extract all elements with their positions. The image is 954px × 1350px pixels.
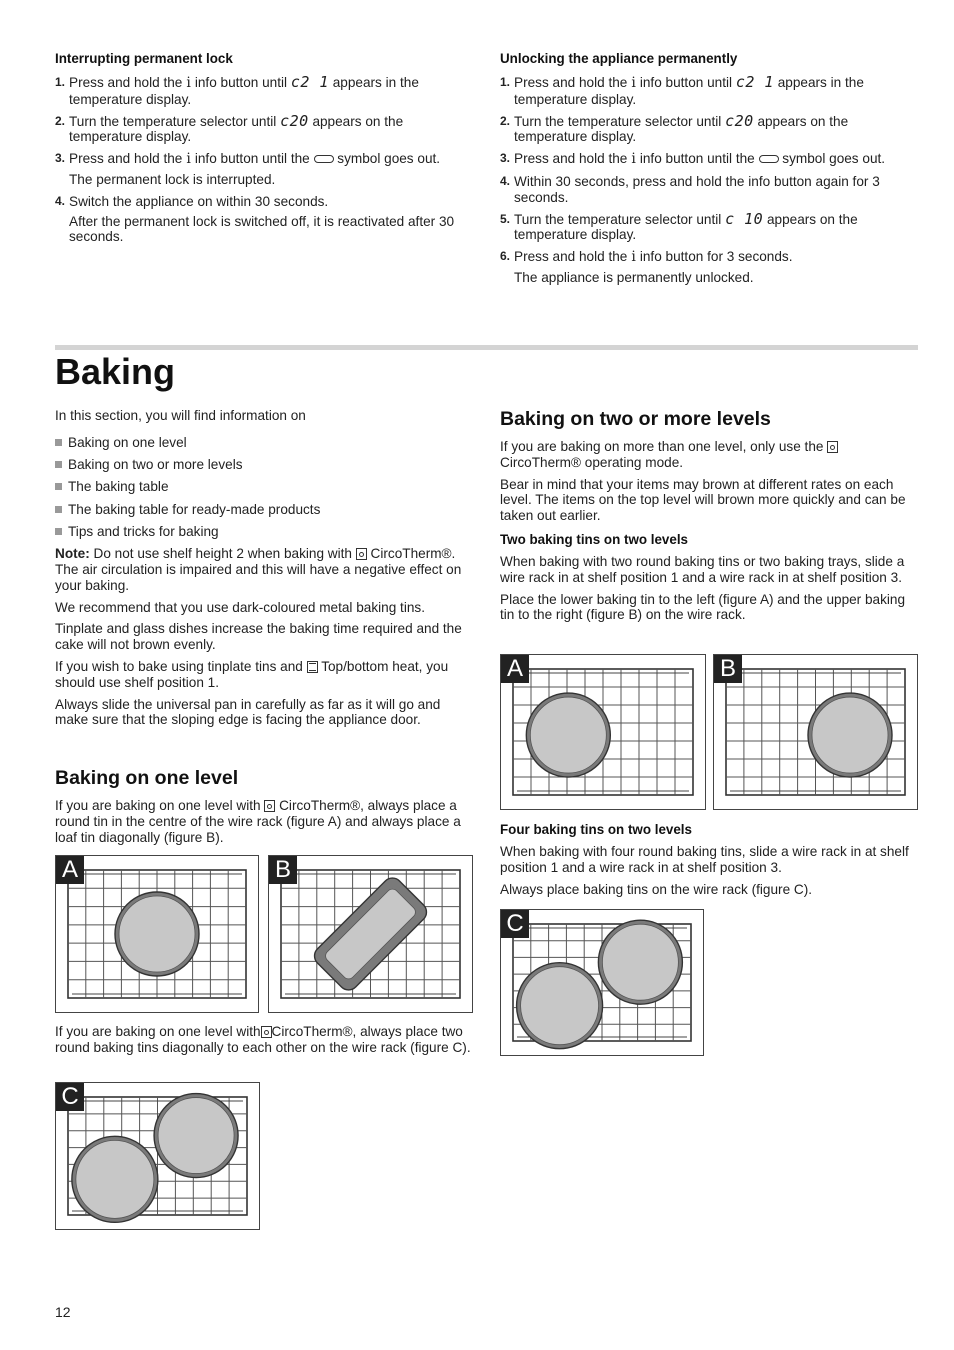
circotherm-icon xyxy=(261,1026,272,1038)
wire-rack-drawing xyxy=(56,856,258,1012)
two-tins-paragraph-1: When baking with two round baking tins or two baking trays, slide a wire rack in at shelf position 1 and a wire rack in at shelf position 3. xyxy=(500,553,905,585)
step-item: 4. Within 30 seconds, press and hold the info button again for 3 seconds. xyxy=(500,173,880,205)
round-tin-inner xyxy=(602,924,678,1000)
step-item: 4. Switch the appliance on within 30 seconds. After the permanent lock is switched off, it is reactivated after 30 seconds. xyxy=(55,193,455,245)
info-icon: i xyxy=(186,75,191,91)
tinplate-paragraph: Tinplate and glass dishes increase the baking time required and the cake will not brown evenly. xyxy=(55,621,462,653)
figure-one-level-c xyxy=(55,1082,260,1230)
topic-item: Baking on two or more levels xyxy=(55,457,473,473)
intro-text: In this section, you will find information on xyxy=(55,408,306,423)
figure-label: A xyxy=(501,655,529,683)
unlock-heading: Unlocking the appliance permanently xyxy=(500,51,738,66)
section-title: Baking xyxy=(55,351,176,392)
step-item: 1. Press and hold the i info button until c2 1 appears in the temperature display. xyxy=(55,73,419,107)
one-level-paragraph-2: If you are baking on one level with CircoTherm®, always place two round baking tins diagonally to each other on the wire rack (figure C). xyxy=(55,1024,471,1055)
two-tins-heading: Two baking tins on two levels xyxy=(500,531,688,547)
universal-pan-paragraph: Always slide the universal pan in carefully as far as it will go and make sure that the sloping edge is facing the appliance door. xyxy=(55,696,441,728)
two-levels-paragraph-2: Bear in mind that your items may brown at different rates on each level. The items on the top level will brown more quickly and can be taken out earlier. xyxy=(500,476,906,524)
circotherm-icon xyxy=(356,548,367,560)
lock-symbol-icon xyxy=(314,155,334,163)
bullet-icon xyxy=(55,528,62,535)
step-item: 2. Turn the temperature selector until c20 appears on the temperature display. xyxy=(55,111,404,145)
two-tins-paragraph-2: Place the lower baking tin to the left (figure A) and the upper baking tin to the right (figure B) on the wire rack. xyxy=(500,591,906,623)
dark-tins-paragraph: We recommend that you use dark-coloured metal baking tins. xyxy=(55,599,425,615)
figure-label: C xyxy=(501,910,529,938)
topic-item: Baking on one level xyxy=(55,435,473,451)
topic-item: The baking table for ready-made products xyxy=(55,502,473,518)
wire-rack-drawing xyxy=(501,655,705,809)
lock-symbol-icon xyxy=(759,155,779,163)
baking-left-column xyxy=(55,408,473,734)
step-item: 5. Turn the temperature selector until c 10 appears on the temperature display. xyxy=(500,209,858,243)
figure-label: B xyxy=(269,856,297,884)
bullet-icon xyxy=(55,461,62,468)
circotherm-icon xyxy=(827,441,838,453)
topic-item: Tips and tricks for baking xyxy=(55,524,473,540)
four-tins-paragraph-2: Always place baking tins on the wire rack (figure C). xyxy=(500,881,813,897)
bullet-icon xyxy=(55,483,62,490)
wire-rack-drawing xyxy=(714,655,917,809)
four-tins-section xyxy=(500,822,918,903)
unlock-section xyxy=(500,51,915,292)
interrupt-lock-section xyxy=(55,51,475,251)
display-code: c 10 xyxy=(725,209,764,228)
one-level-title: Baking on one level xyxy=(55,767,239,789)
one-level-paragraph-1: If you are baking on one level with CircoTherm®, always place a round tin in the centre of the wire rack (figure A) and always place a loaf tin diagonally (figure B). xyxy=(55,798,461,845)
round-tin-inner xyxy=(119,896,195,972)
display-code: c20 xyxy=(280,111,309,130)
info-icon: i xyxy=(631,75,636,91)
info-icon: i xyxy=(631,249,636,266)
topic-list xyxy=(55,435,473,540)
round-tin-inner xyxy=(812,697,888,773)
info-icon: i xyxy=(631,151,636,168)
display-code: c2 1 xyxy=(290,73,329,91)
bullet-icon xyxy=(55,439,62,446)
bullet-icon xyxy=(55,506,62,513)
figure-four-tins-c xyxy=(500,909,704,1056)
round-tin-inner xyxy=(530,697,606,773)
circotherm-icon xyxy=(264,800,275,812)
figure-two-levels-a xyxy=(500,654,706,810)
figure-label: C xyxy=(56,1083,84,1111)
figure-two-levels-b xyxy=(713,654,918,810)
top-bottom-heat-icon xyxy=(307,661,318,673)
info-icon: i xyxy=(186,151,191,168)
round-tin-inner xyxy=(521,967,599,1045)
display-code: c20 xyxy=(725,111,754,130)
step-item: 3. Press and hold the i info button until the symbol goes out. xyxy=(500,151,886,168)
figure-one-level-a xyxy=(55,855,259,1013)
wire-rack-drawing xyxy=(56,1083,259,1229)
figure-label: B xyxy=(714,655,742,683)
round-tin-inner xyxy=(158,1098,234,1174)
round-tin-inner xyxy=(76,1140,154,1218)
wire-rack-drawing xyxy=(269,856,472,1012)
step-item: 2. Turn the temperature selector until c20 appears on the temperature display. xyxy=(500,111,849,145)
one-level-section-2 xyxy=(55,1024,473,1062)
wire-rack-drawing xyxy=(501,910,703,1055)
section-divider xyxy=(55,345,918,350)
topic-item: The baking table xyxy=(55,479,473,495)
two-levels-section xyxy=(500,407,918,629)
step-item: 1. Press and hold the i info button until c2 1 appears in the temperature display. xyxy=(500,73,864,107)
interrupt-lock-heading: Interrupting permanent lock xyxy=(55,51,233,66)
two-levels-title: Baking on two or more levels xyxy=(500,408,771,430)
one-level-section xyxy=(55,766,473,851)
step-item: 6. Press and hold the i info button for 3 seconds. The appliance is permanently unlocked. xyxy=(500,249,793,285)
note-paragraph: Note: Do not use shelf height 2 when baking with CircoTherm®. The air circulation is impaired and this will have a negative effect on your baking. xyxy=(55,546,462,593)
figure-label: A xyxy=(56,856,84,884)
two-levels-paragraph-1: If you are baking on more than one level, only use the CircoTherm® operating mode. xyxy=(500,439,918,471)
four-tins-heading: Four baking tins on two levels xyxy=(500,822,692,837)
step-item: 3. Press and hold the i info button until the symbol goes out. The permanent lock is interrupted. xyxy=(55,151,441,187)
four-tins-paragraph-1: When baking with four round baking tins, slide a wire rack in at shelf position 1 and a wire rack in at shelf position 3. xyxy=(500,844,909,875)
unlock-steps xyxy=(500,75,915,286)
figure-one-level-b xyxy=(268,855,473,1013)
interrupt-lock-steps xyxy=(55,75,475,245)
display-code: c2 1 xyxy=(735,73,774,91)
page-number: 12 xyxy=(55,1304,71,1320)
topbottom-paragraph: If you wish to bake using tinplate tins and Top/bottom heat, you should use shelf position 1. xyxy=(55,659,449,690)
